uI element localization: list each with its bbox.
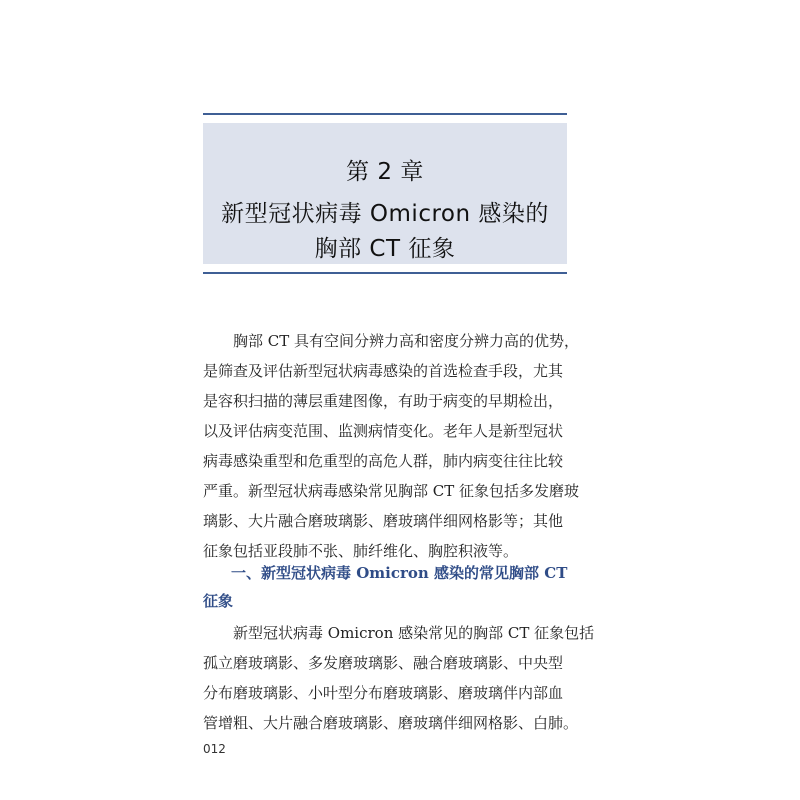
chapter-number: 第 2 章: [346, 159, 424, 185]
section-paragraph: [203, 618, 595, 738]
section-heading-line-2: 征象: [203, 592, 234, 610]
intro-line: 严重。新型冠状病毒感染常见胸部 CT 征象包括多发磨玻: [203, 482, 580, 500]
section-heading: [203, 559, 575, 615]
intro-line: 以及评估病变范围、监测病情变化。老年人是新型冠状: [203, 422, 564, 440]
intro-line: 征象包括亚段肺不张、肺纤维化、胸腔积液等。: [203, 542, 519, 560]
chapter-title-background: [203, 123, 567, 264]
intro-line: 是筛查及评估新型冠状病毒感染的首选检查手段，尤其: [203, 362, 564, 380]
intro-line: 璃影、大片融合磨玻璃影、磨玻璃伴细网格影等；其他: [203, 512, 564, 530]
intro-paragraph: [203, 326, 580, 566]
section-line: 孤立磨玻璃影、多发磨玻璃影、融合磨玻璃影、中央型: [203, 654, 564, 672]
section-line: 新型冠状病毒 Omicron 感染常见的胸部 CT 征象包括: [233, 624, 595, 642]
chapter-title-line-2: 胸部 CT 征象: [314, 236, 456, 262]
intro-line: 胸部 CT 具有空间分辨力高和密度分辨力高的优势，: [233, 332, 580, 350]
section-heading-line-1: 一、新型冠状病毒 Omicron 感染的常见胸部 CT: [231, 564, 568, 582]
page-number: 012: [203, 742, 226, 756]
section-line: 分布磨玻璃影、小叶型分布磨玻璃影、磨玻璃伴内部血: [203, 684, 564, 702]
intro-line: 是容积扫描的薄层重建图像，有助于病变的早期检出，: [203, 392, 564, 410]
intro-line: 病毒感染重型和危重型的高危人群，肺内病变往往比较: [203, 452, 564, 470]
chapter-title-line-1: 新型冠状病毒 Omicron 感染的: [221, 201, 549, 227]
chapter-title-box: [203, 113, 567, 274]
section-line: 管增粗、大片融合磨玻璃影、磨玻璃伴细网格影、白肺。: [203, 714, 579, 732]
